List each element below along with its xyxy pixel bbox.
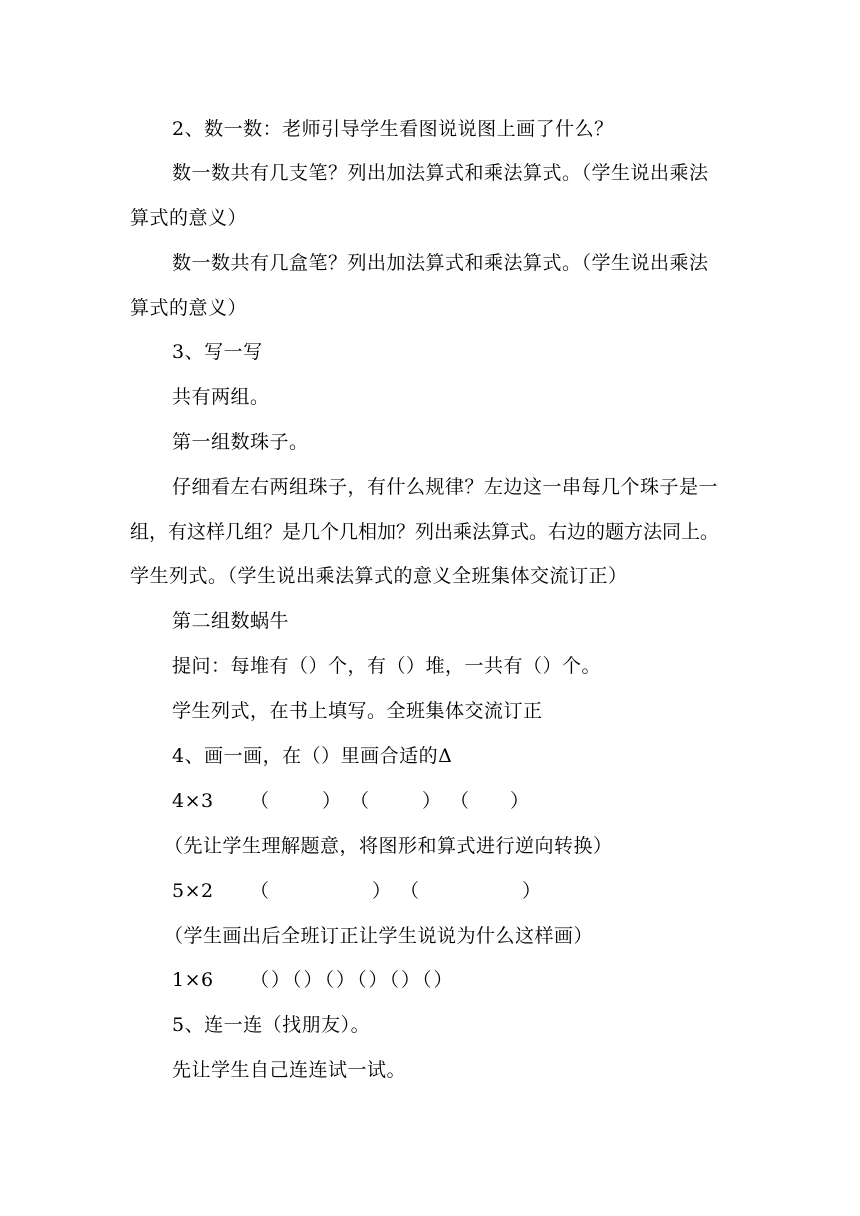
blank-open: （ (250, 880, 270, 902)
exercise-5x2 (172, 879, 572, 903)
text-line-16: （先让学生理解题意，将图形和算式进行逆向转换） (164, 835, 613, 857)
blank-close: ） (422, 790, 442, 812)
text-line-12: 第二组数蜗牛 (172, 610, 290, 632)
text-line-4: 数一数共有几盒笔？列出加法算式和乘法算式。（学生说出乘法 (172, 252, 709, 274)
text-line-8: 第一组数珠子。 (172, 431, 309, 453)
blank-close: ） (522, 880, 542, 902)
text-line-18: （学生画出后全班订正让学生说说为什么这样画） (164, 925, 594, 947)
blank-close: ） (372, 880, 392, 902)
exercise-4x3 (172, 789, 572, 813)
text-line-3: 算式的意义） (130, 207, 248, 229)
text-line-13: 提问：每堆有（）个，有（）堆，一共有（）个。 (172, 655, 602, 677)
blank-open: （ (400, 880, 420, 902)
section-heading-4: 4、画一画，在（）里画合适的Δ (172, 745, 453, 767)
exercise-expression: 1×6 (172, 969, 214, 991)
text-line-11: 学生列式。（学生说出乘法算式的意义全班集体交流订正） (130, 565, 628, 587)
text-line-5: 算式的意义） (130, 297, 248, 319)
section-heading-3: 3、写一写 (172, 341, 263, 363)
section-heading-5: 5、连一连（找朋友）。 (172, 1014, 371, 1036)
blank-close: ） (510, 790, 530, 812)
exercise-expression: 4×3 (172, 790, 214, 812)
text-line-9: 仔细看左右两组珠子，有什么规律？左边这一串每几个珠子是一 (172, 476, 719, 498)
blank-group: （）（）（）（）（）（） (250, 969, 455, 991)
text-line-20: 先让学生自己连连试一试。 (172, 1059, 407, 1081)
blank-close: ） (322, 790, 342, 812)
text-line-2: 数一数共有几支笔？列出加法算式和乘法算式。（学生说出乘法 (172, 162, 709, 184)
blank-open: （ (350, 790, 370, 812)
text-line-1: 2、数一数：老师引导学生看图说说图上画了什么？ (172, 118, 614, 140)
exercise-1x6 (172, 968, 572, 992)
text-line-14: 学生列式，在书上填写。全班集体交流订正 (172, 700, 543, 722)
text-line-7: 共有两组。 (172, 386, 270, 408)
text-line-10: 组，有这样几组？是几个几相加？列出乘法算式。右边的题方法同上。 (130, 521, 720, 543)
blank-open: （ (250, 790, 270, 812)
exercise-expression: 5×2 (172, 880, 214, 902)
blank-open: （ (450, 790, 470, 812)
